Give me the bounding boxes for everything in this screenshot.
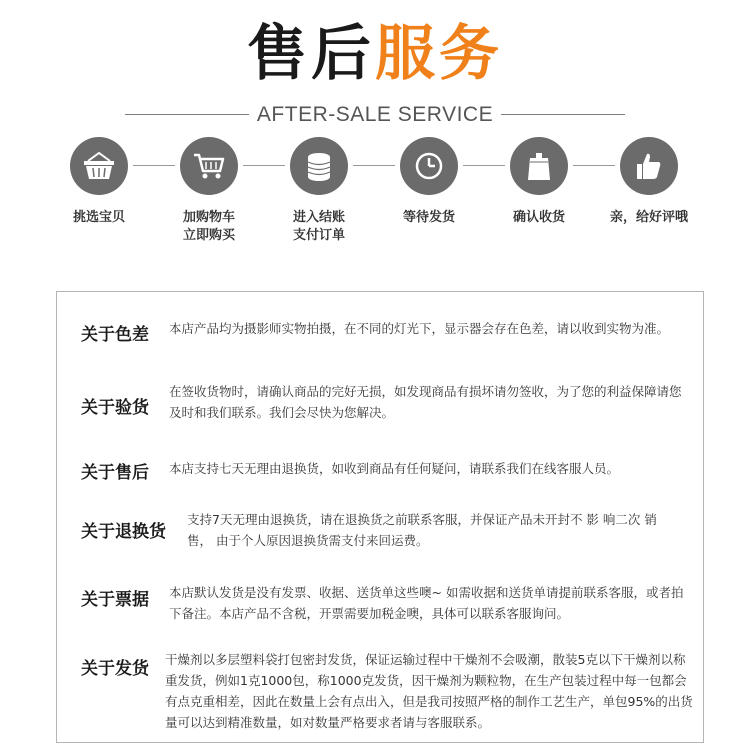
notice-text: 本店支持七天无理由退换货，如收到商品有任何疑问，请联系我们在线客服人员。	[169, 461, 620, 476]
step-label	[374, 209, 484, 227]
page-title	[0, 18, 750, 90]
process-steps	[0, 137, 750, 257]
step-label	[44, 209, 154, 227]
step-label-line1: 加购物车	[182, 210, 235, 225]
notice-text: 本店默认发货是没有发票、收据、送货单这些噢~ 如需收据和送货单请提前联系客服，或者拍下备注。本店产品不含税，开票需要加税金噢，具体可以联系客服询问。	[169, 585, 684, 621]
clock-icon	[400, 137, 458, 195]
subtitle-row	[0, 103, 750, 127]
package-icon	[510, 137, 568, 195]
notice-title: 关于验货	[81, 398, 149, 418]
step-label-line1: 亲，给好评哦	[609, 210, 688, 225]
notice-text: 支持7天无理由退换货，请在退换货之前联系客服，并保证产品未开封不 影 响二次 销售， 由于个人原因退换货需支付来回运费。	[187, 512, 657, 548]
notice-title: 关于售后	[81, 463, 149, 483]
step-review	[594, 137, 704, 227]
step-label	[154, 209, 264, 245]
subtitle: AFTER-SALE SERVICE	[249, 103, 501, 126]
cart-icon	[180, 137, 238, 195]
notice-title: 关于色差	[81, 325, 149, 345]
step-label-line1: 等待发货	[402, 210, 455, 225]
notice-box	[56, 291, 704, 743]
step-label-line1: 挑选宝贝	[72, 210, 125, 225]
step-label	[264, 209, 374, 245]
title-part2: 服务	[375, 19, 503, 89]
basket-icon	[70, 137, 128, 195]
notice-text: 在签收货物时，请确认商品的完好无损，如发现商品有损坏请勿签收，为了您的利益保障请您及时和我们联系。我们会尽快为您解决。	[169, 384, 682, 420]
coins-icon	[290, 137, 348, 195]
step-label-line1: 确认收货	[512, 210, 565, 225]
step-label	[594, 209, 704, 227]
step-cart	[154, 137, 264, 245]
notice-text: 干燥剂以多层塑料袋打包密封发货，保证运输过程中干燥剂不会吸潮，散装5克以下干燥剂以称重发货，例如1克1000包，称1000克发货，因干燥剂为颗粒物，在生产包装过程中每一包都会有点克重相差，因此在数量上会有点出入，但是我司按照严格的制作工艺生产，单包95%的出货量可以达到精准数量，如对数量严格要求者请与客服联系。	[165, 652, 693, 730]
notice-text: 本店产品均为摄影师实物拍摄，在不同的灯光下，显示器会存在色差，请以收到实物为准。	[169, 321, 670, 336]
notice-title: 关于票据	[81, 590, 149, 610]
title-part1: 售后	[247, 19, 375, 89]
notice-title: 关于退换货	[81, 522, 166, 542]
step-label	[484, 209, 594, 227]
step-wait	[374, 137, 484, 227]
step-label-line2: 立即购买	[182, 228, 235, 243]
subtitle-wrap	[0, 103, 750, 127]
step-select	[44, 137, 154, 227]
thumbs-up-icon	[620, 137, 678, 195]
step-receive	[484, 137, 594, 227]
step-checkout	[264, 137, 374, 245]
step-label-line1: 进入结账	[292, 210, 345, 225]
step-label-line2: 支付订单	[292, 228, 345, 243]
notice-title: 关于发货	[81, 659, 149, 679]
